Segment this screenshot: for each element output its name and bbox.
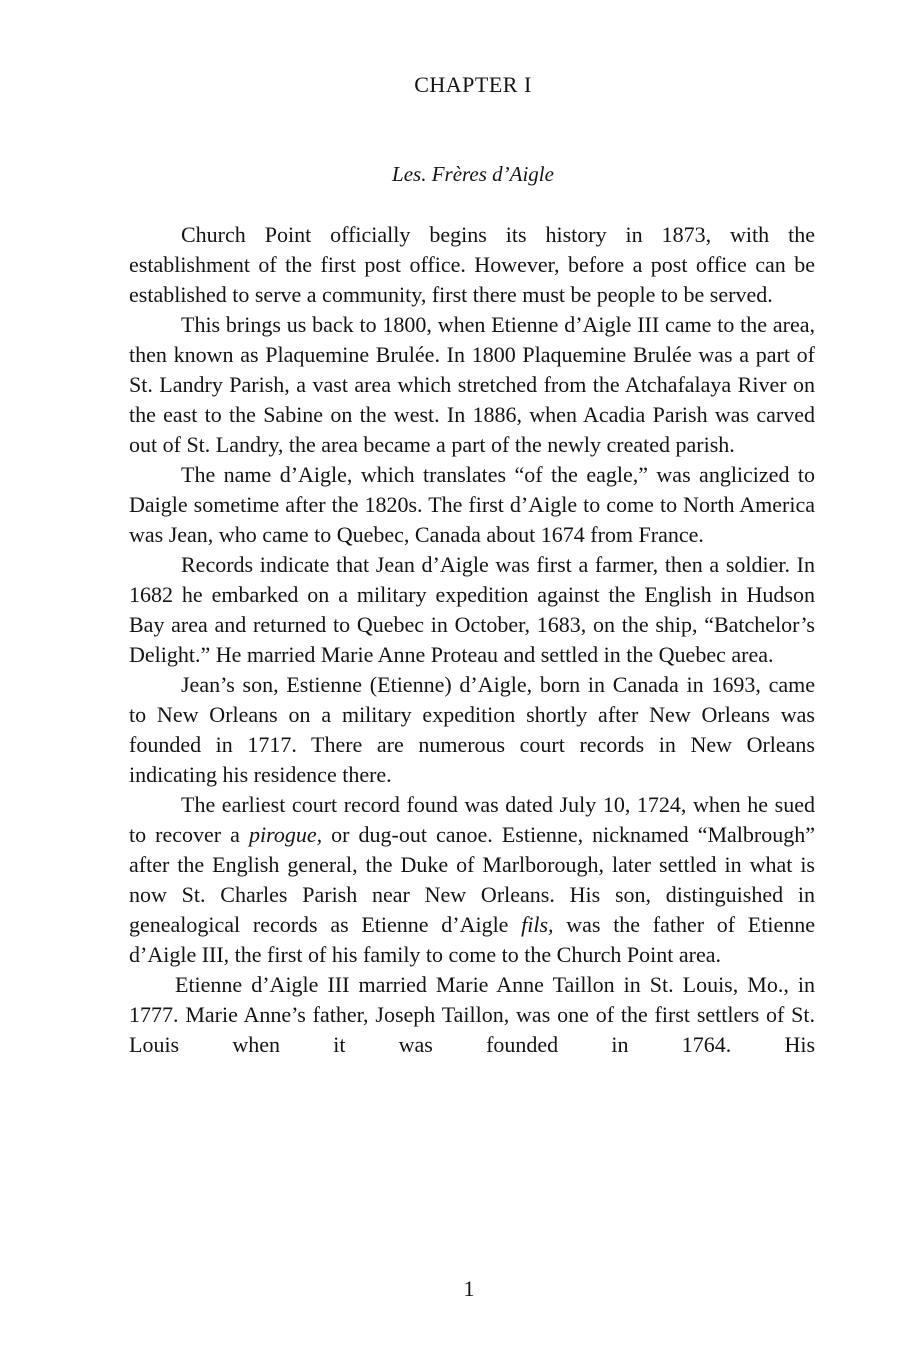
page-number: 1 [463, 1276, 475, 1301]
chapter-subtitle: Les. Frères d’Aigle [392, 162, 554, 186]
court-text-part-1: The earliest court record found was dated July 10, 1724, when he sued to recover a [129, 792, 815, 847]
paragraph-post-office: Church Point officially begins its history in 1873, with the establishment of the first post office. However, before a post office can be established to serve a community, first there must be people to be served. [129, 222, 815, 307]
chapter-title: CHAPTER I [414, 72, 532, 97]
fils-term: fils, [521, 912, 554, 937]
paragraph-marriage: Etienne d’Aigle III married Marie Anne Taillon in St. Louis, Mo., in 1777. Marie Anne’s father, Joseph Taillon, was one of the first settlers of St. Louis when it was founded in 1764. His [129, 972, 815, 1057]
paragraph-name-origin: The name d’Aigle, which translates “of the eagle,” was anglicized to Daigle sometime after the 1820s. The first d’Aigle to come to North America was Jean, who came to Quebec, Canada about 1674 from France. [129, 462, 815, 547]
paragraph-jean-records: Records indicate that Jean d’Aigle was first a farmer, then a soldier. In 1682 he embarked on a military expedition against the English in Hudson Bay area and returned to Quebec in October, 1683, on the ship, “Batchelor’s Delight.” He married Marie Anne Proteau and settled in the Quebec area. [129, 552, 815, 667]
paragraph-etienne-arrival: This brings us back to 1800, when Etienne d’Aigle III came to the area, then known as Plaquemine Brulée. In 1800 Plaquemine Brulée was a part of St. Landry Parish, a vast area which stretched from the Atchafalaya River on the east to the Sabine on the west. In 1886, when Acadia Parish was carved out of St. Landry, the area became a part of the newly created parish. [129, 312, 815, 457]
pirogue-term: pirogue, [248, 822, 323, 847]
paragraph-court-record [129, 790, 815, 970]
body-text [129, 220, 815, 1060]
court-text-part-3: was the father of Etienne d’Aigle III, the first of his family to come to the Church Point area. [129, 912, 815, 967]
paragraph-estienne-new-orleans: Jean’s son, Estienne (Etienne) d’Aigle, born in Canada in 1693, came to New Orleans on a military expedition shortly after New Orleans was founded in 1717. There are numerous court records in New Orleans indicating his residence there. [129, 672, 815, 787]
court-text-part-2: or dug-out canoe. Estienne, nicknamed “Malbrough” after the English general, the Duke of Marlborough, later settled in what is now St. Charles Parish near New Orleans. His son, distinguished in genealogical records as Etienne d’Aigle [129, 822, 815, 937]
